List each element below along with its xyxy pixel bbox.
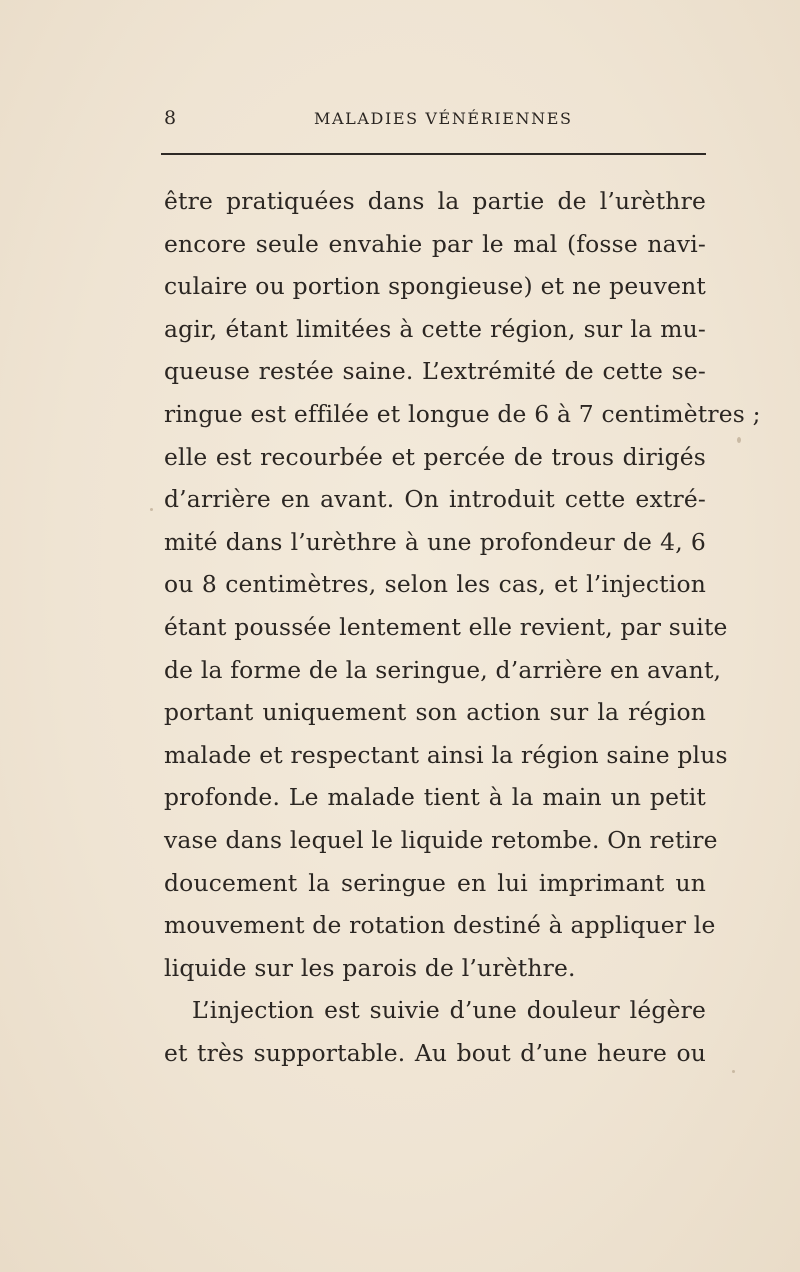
text-line: mité dans l’urèthre à une profondeur de 4, 6	[164, 527, 706, 556]
header-rule	[161, 153, 706, 155]
text-line: malade et respectant ainsi la région saine plus	[164, 740, 728, 769]
text-line: vase dans lequel le liquide retombe. On retire	[164, 825, 718, 854]
text-line: de la forme de la seringue, d’arrière en avant,	[164, 655, 722, 684]
text-line-paragraph-end: liquide sur les parois de l’urèthre.	[164, 953, 576, 982]
text-line: et très supportable. Au bout d’une heure ou	[164, 1038, 706, 1067]
text-line: culaire ou portion spongieuse) et ne peuvent	[164, 272, 706, 301]
text-line: portant uniquement son action sur la région	[164, 698, 706, 727]
text-line-paragraph-start: L’injection est suivie d’une douleur légère	[192, 996, 706, 1025]
text-line: agir, étant limitées à cette région, sur la mu-	[164, 314, 706, 343]
page-number: 8	[164, 107, 177, 129]
text-line: ringue est effilée et longue de 6 à 7 centimètres ;	[164, 399, 761, 428]
text-line: elle est recourbée et percée de trous dirigés	[164, 442, 706, 471]
running-head: MALADIES VÉNÉRIENNES	[314, 109, 573, 128]
paper-speck	[737, 437, 741, 443]
text-line: ou 8 centimètres, selon les cas, et l’injection	[164, 570, 706, 599]
paper-speck	[150, 508, 153, 511]
body-text	[164, 180, 761, 1074]
text-line: étant poussée lentement elle revient, par suite	[164, 612, 728, 641]
text-line: encore seule envahie par le mal (fosse navi-	[164, 229, 706, 258]
text-line: mouvement de rotation destiné à appliquer le	[164, 911, 716, 940]
text-line: queuse restée saine. L’extrémité de cette se-	[164, 357, 706, 386]
text-line: d’arrière en avant. On introduit cette extré-	[164, 485, 706, 514]
text-line: être pratiquées dans la partie de l’urèthre	[164, 187, 706, 215]
paper-speck	[732, 1070, 735, 1073]
page-header	[164, 104, 706, 136]
text-line: profonde. Le malade tient à la main un petit	[164, 783, 706, 812]
text-line: doucement la seringue en lui imprimant un	[164, 868, 706, 897]
